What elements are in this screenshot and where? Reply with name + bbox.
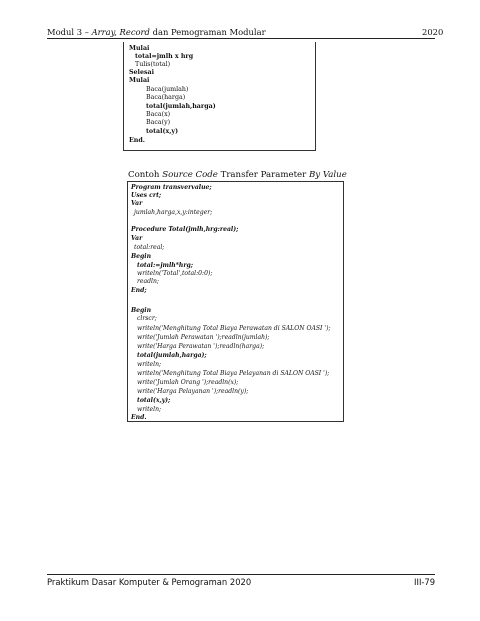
pseudocode-line: Selesai — [129, 69, 154, 76]
pseudocode-line: Baca(harga) — [146, 94, 186, 101]
code-line: Program transvervalue; — [131, 184, 212, 191]
code-line: total:real; — [134, 244, 165, 251]
code-line: write('Jumlah Orang ');readln(x); — [137, 379, 239, 386]
page-number: III-79 — [414, 577, 436, 587]
pseudocode-line: Baca(y) — [146, 119, 171, 126]
pseudocode-line: total(x,y) — [146, 128, 179, 135]
caption-middle: Transfer Parameter — [217, 170, 309, 180]
source-code-box — [127, 181, 344, 422]
caption-italic: Source Code — [162, 170, 218, 180]
code-line: writeln; — [137, 406, 162, 413]
code-caption — [128, 170, 347, 180]
pseudocode-line: total=jmlh x hrg — [135, 53, 194, 60]
code-line: Var — [131, 200, 143, 207]
pseudocode-line: Tulis(total) — [135, 61, 171, 68]
code-line: Begin — [131, 253, 152, 260]
code-line: End. — [131, 414, 147, 421]
pseudocode-line: total(jumlah,harga) — [146, 103, 216, 110]
header-divider — [47, 38, 435, 39]
code-line: write('Jumlah Perawatan ');readln(jumlah); — [137, 334, 270, 341]
code-line: readln; — [137, 278, 159, 285]
code-line: writeln('Menghitung Total Biaya Pelayanan di SALON OASI '); — [137, 370, 330, 377]
pseudocode-line: Mulai — [129, 45, 150, 52]
code-line: writeln; — [137, 361, 162, 368]
footer-title: Praktikum Dasar Komputer & Pemograman 2020 — [47, 577, 252, 587]
header-suffix: dan Pemograman Modular — [149, 27, 266, 37]
code-line: End; — [131, 287, 147, 294]
header-title — [47, 27, 266, 37]
code-line: writeln('Total',total:0:0); — [137, 270, 213, 277]
header-italic: Array, Record — [91, 27, 150, 37]
header-prefix: Modul 3 – — [47, 27, 92, 37]
pseudocode-line: Baca(x) — [146, 111, 171, 118]
caption-italic2: By Value — [308, 170, 347, 180]
code-line: total(jumlah,harga); — [137, 352, 207, 359]
pseudocode-line: End. — [129, 137, 145, 144]
pseudocode-line: Baca(jumlah) — [146, 86, 189, 93]
code-line: jumlah,harga,x,y:integer; — [134, 209, 213, 216]
code-line: write('Harga Pelayanan ');readln(y); — [137, 388, 249, 395]
code-line: total:=jmlh*hrg; — [137, 262, 194, 269]
code-line: Var — [131, 235, 143, 242]
code-line: total(x,y); — [137, 397, 171, 404]
code-line: write('Harga Perawatan ');readln(harga); — [137, 343, 265, 350]
code-line: Procedure Total(jmlh,hrg:real); — [131, 226, 239, 233]
footer-divider — [47, 574, 435, 575]
code-line: clrscr; — [137, 315, 157, 322]
code-line: writeln('Menghitung Total Biaya Perawatan di SALON OASI '); — [137, 325, 331, 332]
header-year: 2020 — [422, 27, 444, 37]
code-line: Begin — [131, 307, 152, 314]
pseudocode-box — [123, 42, 316, 151]
code-line: Uses crt; — [131, 192, 162, 199]
pseudocode-line: Mulai — [129, 77, 150, 84]
caption-prefix: Contoh — [128, 170, 163, 180]
